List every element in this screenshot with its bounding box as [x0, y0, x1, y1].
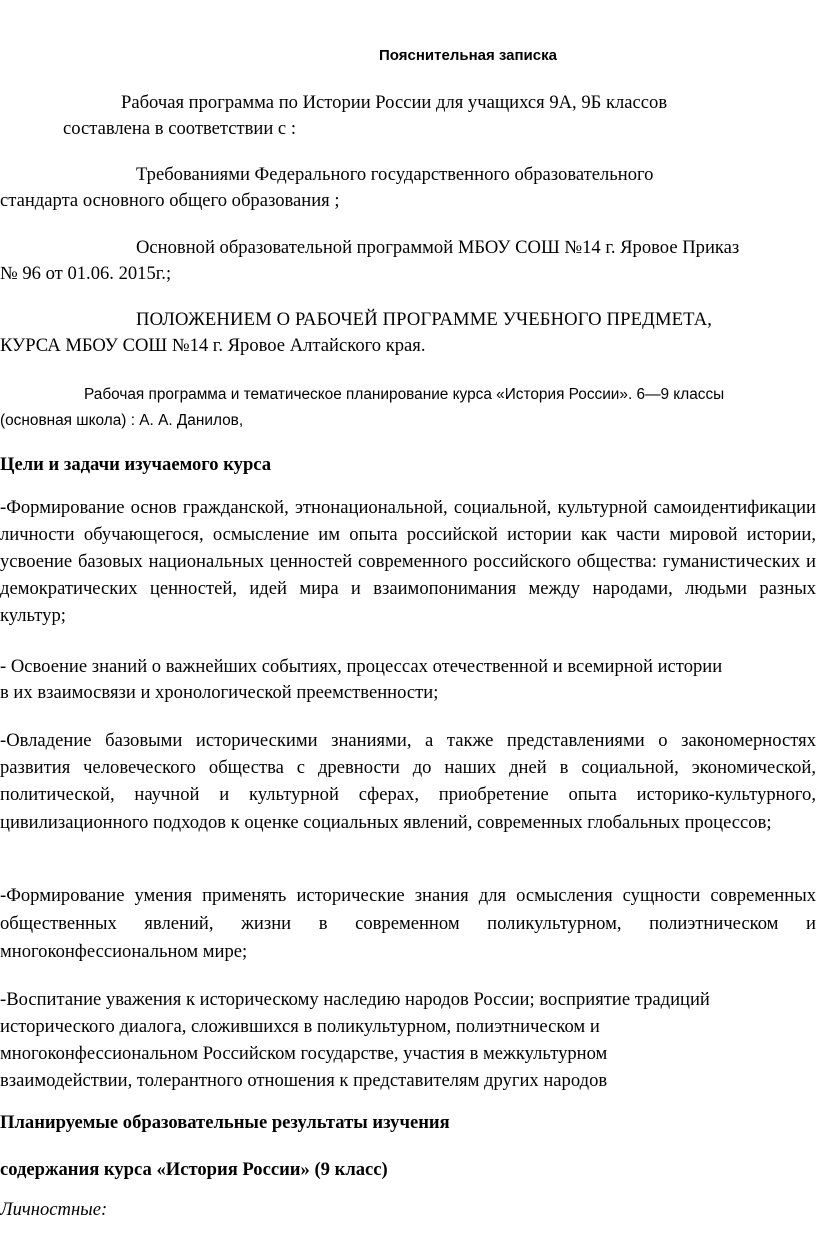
goal-paragraph-2-line-1: - Освоение знаний о важнейших событиях, процессах отечественной и всемирной истории — [0, 656, 723, 677]
requirement-course-plan — [0, 382, 816, 434]
requirement-regulation-line-2: КУРСА МБОУ СОШ №14 г. Яровое Алтайского края. — [0, 335, 426, 356]
goal-paragraph-2 — [0, 654, 816, 706]
requirement-fgos-line-2: стандарта основного общего образования ; — [0, 190, 340, 211]
goal-paragraph-4: -Формирование умения применять исторические знания для осмысления сущности современных общественных явлений, жизни в современном поликультурном, полиэтническом и многоконфессиональном мире; — [0, 885, 816, 962]
goal-paragraph-1: -Формирование основ гражданской, этнонациональной, социальной, культурной самоидентификации личности обучающегося, осмысление им опыта российской истории как части мировой истории, усвоение базовых национальных ценностей современного российского общества: гуманистических и демократических ценностей, идей мира и взаимопонимания между народами, людьми разных культур; — [0, 497, 816, 626]
requirement-regulation-line-1: ПОЛОЖЕНИЕМ О РАБОЧЕЙ ПРОГРАММЕ УЧЕБНОГО ПРЕДМЕТА, — [136, 309, 713, 330]
goal-paragraph-3: -Овладение базовыми историческими знаниями, а также представлениями о закономерностях развития человеческого общества с древности до наших дней в социальной, экономической, политической, научной и культурной сферах, приобретение опыта историко-культурного, цивилизационного подходов к оценке социальных явлений, современных глобальных процессов; — [0, 730, 816, 833]
goal-paragraph-5-line-3: многоконфессиональном Российском государстве, участия в межкультурном — [0, 1043, 608, 1064]
requirement-fgos-line-1: Требованиями Федерального государственного образовательного — [136, 164, 654, 185]
results-heading-line-2: содержания курса «История России» (9 класс) — [0, 1159, 388, 1180]
goal-paragraph-5-line-4: взаимодействии, толерантного отношения к представителям других народов — [0, 1070, 608, 1091]
results-heading-line-1: Планируемые образовательные результаты изучения — [0, 1112, 450, 1133]
document-title: Пояснительная записка — [379, 47, 557, 64]
requirement-course-plan-line-1: Рабочая программа и тематическое планирование курса «История России». 6—9 классы — [84, 386, 725, 403]
intro-line-2: составлена в соответствии с : — [63, 118, 296, 139]
requirement-regulation — [0, 307, 816, 359]
goal-paragraph-5-line-1: -Воспитание уважения к историческому наследию народов России; восприятие традиций — [0, 989, 710, 1010]
requirement-fgos — [0, 162, 816, 214]
requirement-program-line-1: Основной образовательной программой МБОУ СОШ №14 г. Яровое Приказ — [136, 237, 740, 258]
personal-results-heading: Личностные: — [0, 1199, 108, 1220]
goal-paragraph-2-line-2: в их взаимосвязи и хронологической преемственности; — [0, 682, 439, 703]
intro-line-1: Рабочая программа по Истории России для учащихся 9А, 9Б классов — [121, 92, 668, 113]
goals-heading: Цели и задачи изучаемого курса — [0, 454, 272, 475]
requirement-program — [0, 235, 816, 287]
requirement-program-line-2: № 96 от 01.06. 2015г.; — [0, 263, 172, 284]
intro-paragraph — [0, 90, 816, 142]
goal-paragraph-5 — [0, 986, 816, 1094]
requirement-course-plan-line-2: (основная школа) : А. А. Данилов, — [0, 412, 244, 429]
goal-paragraph-5-line-2: исторического диалога, сложившихся в поликультурном, полиэтническом и — [0, 1016, 600, 1037]
